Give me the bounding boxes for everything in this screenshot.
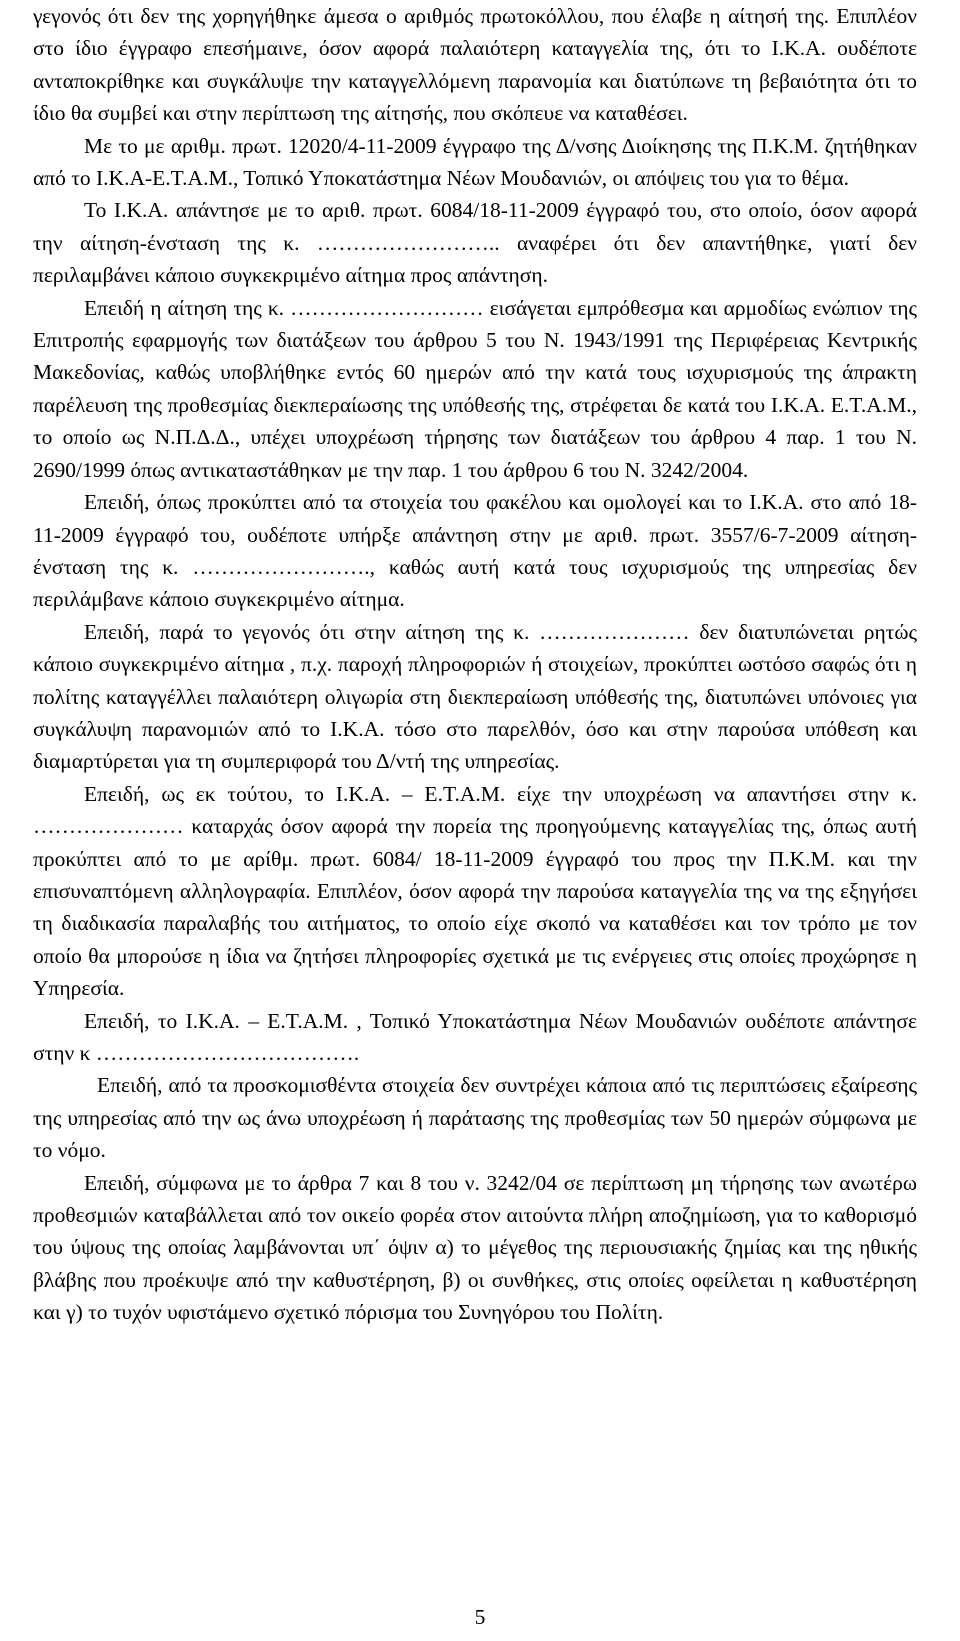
paragraph-request-views: Με το με αριθμ. πρωτ. 12020/4-11-2009 έγγραφο της Δ/νσης Διοίκησης της Π.Κ.Μ. ζητήθηκαν από το Ι.Κ.Α-Ε.Τ.Α.Μ., Τοπικό Υποκατάστημα Νέων Μουδανιών, οι απόψεις του για το θέμα.: [33, 133, 917, 191]
paragraph-never-replied: Επειδή, το Ι.Κ.Α. – Ε.Τ.Α.Μ. , Τοπικό Υποκατάστημα Νέων Μουδανιών ουδέποτε απάντησε στην κ ……………………………….: [33, 1008, 917, 1065]
paragraph-no-reply: Επειδή, όπως προκύπτει από τα στοιχεία του φακέλου και ομολογεί και το Ι.Κ.Α. στο από 18-11-2009 έγγραφό του, ουδέποτε υπήρξε απάντηση στην με αριθ. πρωτ. 3557/6-7-2009 αίτηση-ένσταση της κ. ……………………., καθώς αυτή κατά τους ισχυρισμούς της υπηρεσίας δεν περιλάμβανε κάποιο συγκεκριμένο αίτημα.: [33, 490, 917, 612]
paragraph-admissibility: Επειδή η αίτηση της κ. ……………………… εισάγεται εμπρόθεσμα και αρμοδίως ενώπιον της Επιτροπής εφαρμογής των διατάξεων του άρθρου 5 του Ν. 1943/1991 της Περιφέρειας Κεντρικής Μακεδονίας, καθώς υποβλήθηκε εντός 60 ημερών από την κατά τους ισχυρισμούς της άπρακτη παρέλευση της προθεσμίας διεκπεραίωσης της υπόθεσής της, στρέφεται δε κατά του Ι.Κ.Α. Ε.Τ.Α.Μ., το οποίο ως Ν.Π.Δ.Δ., υπέχει υποχρέωση τήρησης των διατάξεων του άρθρου 4 παρ. 1 του Ν. 2690/1999 όπως αντικαταστάθηκαν με την παρ. 1 του άρθρου 6 του Ν. 3242/2004.: [33, 295, 917, 482]
document-body: [33, 0, 917, 1329]
page-number: 5: [474, 1605, 486, 1629]
paragraph-implicit-request: Επειδή, παρά το γεγονός ότι στην αίτηση της κ. ………………… δεν διατυπώνεται ρητώς κάποιο συγκεκριμένο αίτημα , π.χ. παροχή πληροφοριών ή στοιχείων, προκύπτει ωστόσο σαφώς ότι η πολίτης καταγγέλλει παλαιότερη ολιγωρία στη διεκπεραίωση υπόθεσής της, διατυπώνει υπόνοιες για συγκάλυψη παρανομιών από το Ι.Κ.Α. τόσο στο παρελθόν, όσο και στην παρούσα υπόθεση και διαμαρτύρεται για τη συμπεριφορά του Δ/ντή της υπηρεσίας.: [33, 619, 917, 774]
paragraph-continuation: γεγονός ότι δεν της χορηγήθηκε άμεσα ο αριθμός πρωτοκόλλου, που έλαβε η αίτησή της. Επιπλέον στο ίδιο έγγραφο επεσήμαινε, όσον αφορά παλαιότερη καταγγελία της, ότι το Ι.Κ.Α. ουδέποτε ανταποκρίθηκε και συγκάλυψε την καταγγελλόμενη παρανομία και διατύπωνε τη βεβαιότητα ότι το ίδιο θα συμβεί και στην περίπτωση της αίτησής, που σκόπευε να καταθέσει.: [33, 4, 917, 126]
paragraph-obligation: Επειδή, ως εκ τούτου, το Ι.Κ.Α. – Ε.Τ.Α.Μ. είχε την υποχρέωση να απαντήσει στην κ. ………………… καταρχάς όσον αφορά την πορεία της προηγούμενης καταγγελίας της, όπως αυτή προκύπτει από το με αρίθμ. πρωτ. 6084/ 18-11-2009 έγγραφό του προς την Π.Κ.Μ. και την επισυναπτόμενη αλληλογραφία. Επιπλέον, όσον αφορά την παρούσα καταγγελία της να της εξηγήσει τη διαδικασία παραλαβής του αιτήματος, το οποίο είχε σκοπό να καταθέσει και τον τρόπο με τον οποίο θα μπορούσε η ίδια να ζητήσει πληροφορίες σχετικά με τις ενέργειες στις οποίες προχώρησε η Υπηρεσία.: [33, 781, 917, 1001]
paragraph-compensation: Επειδή, σύμφωνα με το άρθρα 7 και 8 του ν. 3242/04 σε περίπτωση μη τήρησης των ανωτέρω προθεσμιών καταβάλλεται από τον οικείο φορέα στον αιτούντα πλήρη αποζημίωση, για το καθορισμό του ύψους της οποίας λαμβάνονται υπ΄ όψιν α) το μέγεθος της περιουσιακής ζημίας και της ηθικής βλάβης που προέκυψε από την καθυστέρηση, β) οι συνθήκες, στις οποίες οφείλεται η καθυστέρηση και γ) το τυχόν υφιστάμενο σχετικό πόρισμα του Συνηγόρου του Πολίτη.: [33, 1170, 917, 1325]
paragraph-ika-reply: Το Ι.Κ.Α. απάντησε με το αριθ. πρωτ. 6084/18-11-2009 έγγραφό του, στο οποίο, όσον αφορά την αίτηση-ένσταση της κ. …………………….. αναφέρει ότι δεν απαντήθηκε, γιατί δεν περιλαμβάνει κάποιο συγκεκριμένο αίτημα προς απάντηση.: [33, 198, 917, 288]
paragraph-no-exception: Επειδή, από τα προσκομισθέντα στοιχεία δεν συντρέχει κάποια από τις περιπτώσεις εξαίρεσης της υπηρεσίας από την ως άνω υποχρέωση ή παράτασης της προθεσμίας των 50 ημερών σύμφωνα με το νόμο.: [33, 1073, 917, 1163]
